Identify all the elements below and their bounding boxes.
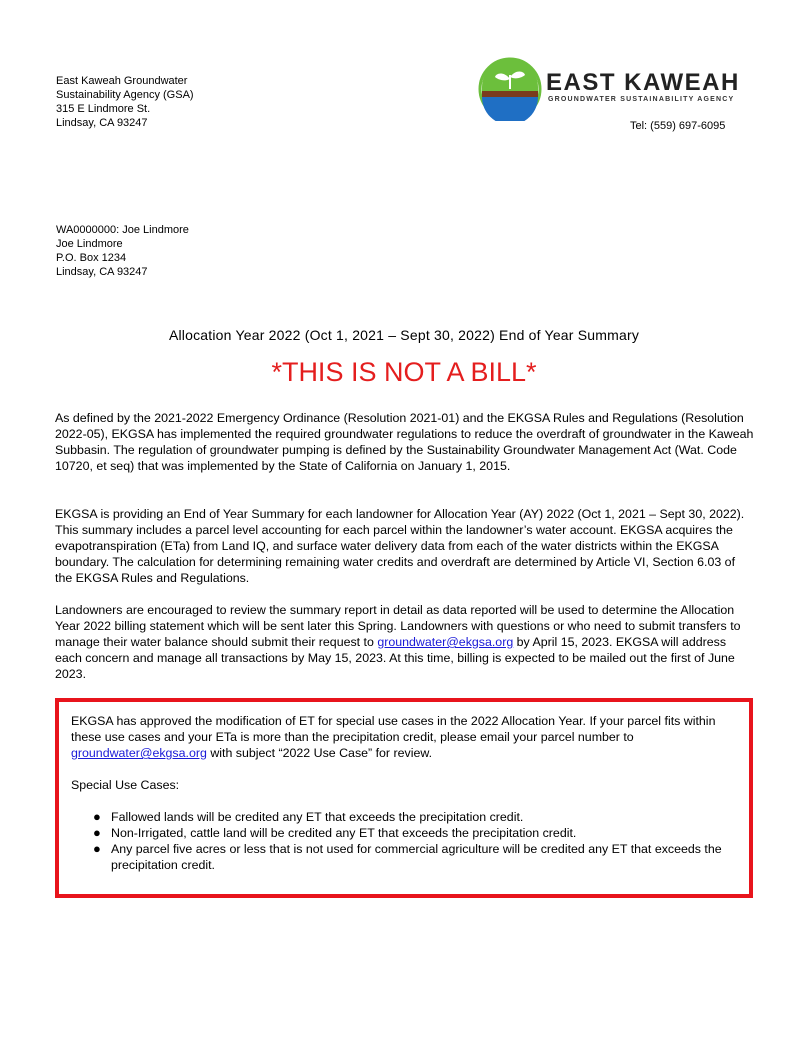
recipient-line: Joe Lindmore <box>56 238 123 250</box>
sender-address <box>56 74 194 130</box>
recipient-address <box>56 223 189 279</box>
notice-text-part: EKGSA has approved the modification of ET for special use cases in the 2022 Allocation Year. If your parcel fits within these use cases and your ETa is more than the precipitation credit, please email your parcel number to <box>71 714 716 744</box>
email-link[interactable]: groundwater@ekgsa.org <box>377 635 514 649</box>
special-use-label: Special Use Cases: <box>71 778 180 792</box>
notice-text-part: with subject “2022 Use Case” for review. <box>206 746 433 760</box>
notice-email-link[interactable]: groundwater@ekgsa.org <box>71 746 207 760</box>
sender-line: East Kaweah Groundwater <box>56 75 188 87</box>
recipient-line: WA0000000: Joe Lindmore <box>56 224 189 236</box>
paragraph-summary: EKGSA is providing an End of Year Summary for each landowner for Allocation Year (AY) 2022 (Oct 1, 2021 – Sept 30, 2022). This summary includes a parcel level accounting for each parcel within the landowner’s water account. EKGSA acquires the evapotranspiration (ETa) from Land IQ, and surface water delivery data from each of the water districts within the EKGSA boundary. The calculation for determining remaining water credits and overdraft are determined by Article VI, Section 6.03 of the EKGSA Rules and Regulations. <box>55 507 745 585</box>
special-use-notice-box <box>55 698 753 898</box>
list-item <box>71 841 743 873</box>
logo-name: EAST KAWEAH <box>546 69 740 96</box>
recipient-line: P.O. Box 1234 <box>56 252 127 264</box>
paragraph-review-text: by April 15, 2023. EKGSA will address each concern and manage all transactions by May 15, 2023. At this time, billing is expected to be mailed out the first of June 2023. <box>55 635 735 681</box>
sender-line: 315 E Lindmore St. <box>56 103 151 115</box>
recipient-line: Lindsay, CA 93247 <box>56 266 148 278</box>
not-a-bill-heading: *THIS IS NOT A BILL* <box>271 357 537 387</box>
sender-line: Sustainability Agency (GSA) <box>56 89 194 101</box>
paragraph-ordinance: As defined by the 2021-2022 Emergency Ordinance (Resolution 2021-01) and the EKGSA Rules and Regulations (Resolution 2022-05), EKGSA has implemented the required groundwater regulations to reduce the overdraft of groundwater in the Kaweah Subbasin. The regulation of groundwater pumping is defined by the Sustainability Groundwater Management Act (Wat. Code 10720, et seq) that was implemented by the State of California on January 1, 2015. <box>55 411 754 473</box>
list-item-text: Any parcel five acres or less that is not used for commercial agriculture will be credited any ET that exceeds the precipitation credit. <box>111 842 722 872</box>
sender-line: Lindsay, CA 93247 <box>56 117 148 129</box>
list-item-text: Fallowed lands will be credited any ET that exceeds the precipitation credit. <box>111 810 524 824</box>
special-use-list <box>71 809 743 873</box>
logo-tagline: GROUNDWATER SUSTAINABILITY AGENCY <box>548 96 735 103</box>
agency-logo <box>478 55 758 123</box>
document-title: Allocation Year 2022 (Oct 1, 2021 – Sept 30, 2022) End of Year Summary <box>168 327 640 343</box>
paragraph-review-text: Landowners are encouraged to review the summary report in detail as data reported will be used to determine the Allocation Year 2022 billing statement which will be sent later this Spring. Landowners with questions or who need to submit transfers to manage their water balance should submit their request to <box>55 603 741 649</box>
list-item-text: Non-Irrigated, cattle land will be credited any ET that exceeds the precipitation credit. <box>111 826 577 840</box>
notice-text <box>71 713 743 761</box>
paragraph-review <box>55 602 755 682</box>
list-item <box>71 825 743 841</box>
list-item <box>71 809 743 825</box>
bullet-icon: ● <box>93 825 101 840</box>
telephone: Tel: (559) 697-6095 <box>630 120 726 132</box>
bullet-icon: ● <box>93 841 101 856</box>
bullet-icon: ● <box>93 809 101 824</box>
logo-emblem-icon <box>478 57 542 121</box>
